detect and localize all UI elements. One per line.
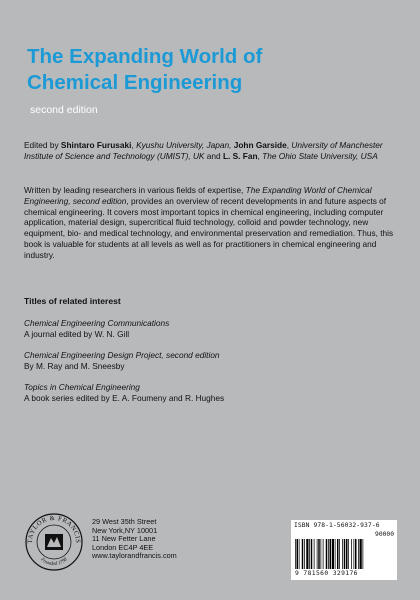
description-body: , provides an overview of recent developments in and future aspects of chemical engineering. It covers most important topics in chemical engineering, including computer application, material design, supercritical fluid technology, colloid and powder technology, new equipment, bio- and medical technology, and environmental preservation and remediation. Thus, this book is valuable for students at all levels as well as for practitioners in chemical engineering and industry. bbox=[24, 195, 394, 260]
editor-2-affiliation: University of Manchester Institute of Science and Technology (UMIST), UK bbox=[24, 140, 383, 161]
editor-2-name: John Garside bbox=[233, 140, 287, 150]
isbn-number: ISBN 978-1-56032-937-6 bbox=[294, 522, 380, 529]
related-item-subtitle: A journal edited by W. N. Gill bbox=[24, 328, 130, 339]
editor-3-name: L. S. Fan bbox=[222, 150, 258, 161]
address-line: 29 West 35th Street bbox=[92, 517, 157, 526]
seal-text: TAYLOR & FRANCIS bbox=[26, 514, 82, 544]
editors-prefix: Edited by bbox=[24, 140, 61, 150]
isbn-barcode-block bbox=[291, 520, 397, 580]
editor-1-affiliation: Kyushu University, Japan, bbox=[136, 140, 232, 150]
address-line: New York,NY 10001 bbox=[92, 525, 158, 535]
related-item-title: Chemical Engineering Communications bbox=[24, 318, 170, 328]
barcode-bars bbox=[295, 539, 393, 569]
seal-founded: Founded 1798 bbox=[39, 557, 69, 568]
publisher-address bbox=[92, 518, 177, 561]
editors-paragraph: Edited by Shintaro Furusaki, Kyushu University, Japan, John Garside, University of Manchester Institute of Science and Technology (UMIST), UK and L. S. Fan, The Ohio State University, USA bbox=[24, 140, 383, 161]
editor-1-name: Shintaro Furusaki bbox=[60, 140, 132, 150]
related-item-title: Chemical Engineering Design Project, second edition bbox=[24, 350, 220, 360]
publisher-website-link: www.taylorandfrancis.com bbox=[92, 551, 177, 561]
editors-and: and bbox=[204, 150, 223, 161]
related-item-title: Topics in Chemical Engineering bbox=[24, 382, 140, 392]
related-item-subtitle: A book series edited by E. A. Foumeny and R. Hughes bbox=[24, 392, 225, 403]
address-line: 11 New Fetter Lane bbox=[92, 534, 156, 544]
description-paragraph bbox=[24, 185, 396, 261]
related-item bbox=[24, 318, 396, 340]
edition-label: second edition bbox=[30, 104, 98, 116]
editor-3-affiliation: The Ohio State University, USA bbox=[262, 150, 378, 161]
ean-digits: 9 781560 329176 bbox=[295, 570, 358, 577]
description-lead: Written by leading researchers in various fields of expertise, bbox=[24, 185, 246, 195]
related-item bbox=[24, 350, 396, 372]
svg-text:Founded 1798 bbox=[39, 557, 69, 567]
book-title bbox=[27, 44, 397, 96]
related-item-subtitle: By M. Ray and M. Sneesby bbox=[24, 360, 125, 371]
book-title-line-2: Chemical Engineering bbox=[27, 71, 243, 94]
address-line: London EC4P 4EE bbox=[92, 542, 154, 552]
price-code: 90000 bbox=[375, 531, 394, 538]
related-titles-heading: Titles of related interest bbox=[24, 296, 121, 306]
description-book-title: The Expanding World of Chemical Engineering, second edition bbox=[24, 185, 372, 206]
publisher-seal-logo bbox=[24, 512, 84, 572]
book-title-line-1: The Expanding World of bbox=[27, 45, 263, 68]
related-item bbox=[24, 382, 396, 404]
